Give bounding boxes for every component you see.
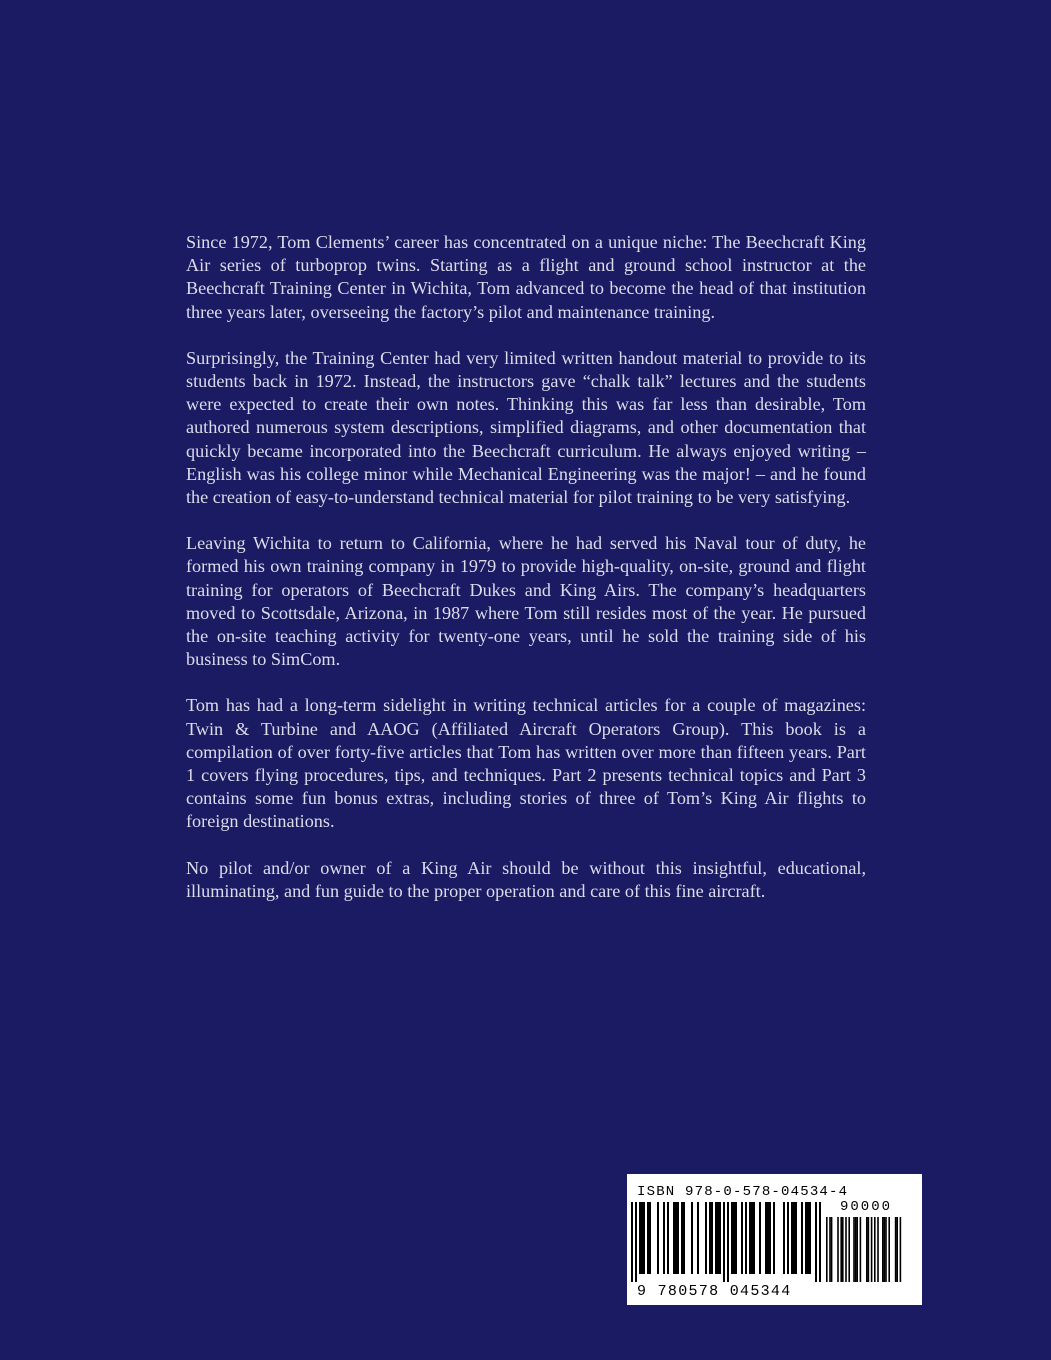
barcode-bar bbox=[675, 1202, 677, 1274]
blurb-paragraph-training-center: Surprisingly, the Training Center had very limited written handout material to provide to its students back in 1972. Instead, the instructors gave “chalk talk” lectures and the students were expected to create their own notes. Thinking this was far less than desirable, Tom authored numerous system descriptions, simplified diagrams, and other documentation that quickly became incorporated into the Beechcraft curriculum. He always enjoyed writing – English was his college minor while Mechanical Engineering was the major! – and he found the creation of easy-to-understand technical material for pilot training to be very satisfying. bbox=[186, 347, 866, 508]
addon-barcode-bar bbox=[866, 1217, 868, 1282]
barcode-bar bbox=[733, 1202, 735, 1274]
addon-barcode-bar bbox=[856, 1217, 858, 1282]
addon-barcode-bar bbox=[848, 1217, 850, 1282]
barcode-bar bbox=[749, 1202, 751, 1274]
barcode-bar bbox=[751, 1202, 753, 1274]
barcode-bar bbox=[673, 1202, 675, 1274]
barcode-bar bbox=[635, 1202, 637, 1282]
barcode-bar bbox=[677, 1202, 679, 1274]
barcode-bar bbox=[769, 1202, 771, 1274]
addon-barcode-bar bbox=[868, 1217, 870, 1282]
addon-barcode-bar bbox=[855, 1217, 857, 1282]
addon-barcode-bar bbox=[871, 1217, 873, 1282]
barcode-bar bbox=[773, 1202, 775, 1274]
barcode-bar bbox=[647, 1202, 649, 1274]
addon-barcode-bar bbox=[840, 1217, 842, 1282]
barcode-bar bbox=[719, 1202, 721, 1274]
addon-barcode-bar bbox=[888, 1217, 890, 1282]
addon-barcode-bar bbox=[896, 1217, 898, 1282]
barcode-bar bbox=[709, 1202, 711, 1274]
addon-barcode-bar bbox=[829, 1217, 831, 1282]
price-addon-barcode-bars bbox=[826, 1217, 916, 1282]
barcode-bar bbox=[641, 1202, 643, 1274]
barcode-bar bbox=[801, 1202, 803, 1274]
barcode-bar bbox=[783, 1202, 785, 1274]
addon-barcode-bar bbox=[882, 1217, 884, 1282]
barcode-bar bbox=[745, 1202, 747, 1274]
barcode-bar bbox=[815, 1202, 817, 1282]
barcode-bar bbox=[691, 1202, 693, 1274]
barcode-bar bbox=[639, 1202, 641, 1274]
addon-barcode-bar bbox=[845, 1217, 847, 1282]
barcode-bar bbox=[667, 1202, 669, 1274]
addon-barcode-bar bbox=[874, 1217, 876, 1282]
barcode-bar bbox=[735, 1202, 737, 1274]
ean13-barcode-bars bbox=[631, 1202, 823, 1282]
barcode-bar bbox=[793, 1202, 795, 1274]
barcode-bar bbox=[753, 1202, 755, 1274]
isbn-barcode-block bbox=[627, 1174, 922, 1305]
barcode-bar bbox=[795, 1202, 797, 1274]
barcode-bar bbox=[657, 1202, 659, 1274]
barcode-bar bbox=[649, 1202, 651, 1274]
blurb-paragraph-own-company: Leaving Wichita to return to California, where he had served his Naval tour of duty, he formed his own training company in 1979 to provide high-quality, on-site, ground and flight training for operators of Beechcraft Dukes and King Airs. The company’s headquarters moved to Scottsdale, Arizona, in 1987 where Tom still resides most of the year. He pursued the on-site teaching activity for twenty-one years, until he sold the training side of his business to SimCom. bbox=[186, 533, 866, 670]
barcode-bar bbox=[727, 1202, 729, 1282]
barcode-bar bbox=[681, 1202, 683, 1274]
barcode-bar bbox=[697, 1202, 699, 1274]
addon-barcode-bar bbox=[860, 1217, 862, 1282]
addon-barcode-bar bbox=[895, 1217, 897, 1282]
addon-barcode-bar bbox=[877, 1217, 879, 1282]
addon-barcode-bar bbox=[842, 1217, 844, 1282]
barcode-bar bbox=[711, 1202, 713, 1274]
barcode-bar bbox=[663, 1202, 665, 1274]
addon-barcode-bar bbox=[826, 1217, 828, 1282]
barcode-bar bbox=[715, 1202, 717, 1274]
barcode-bar bbox=[741, 1202, 743, 1274]
barcode-bar bbox=[643, 1202, 645, 1274]
barcode-bar bbox=[767, 1202, 769, 1274]
addon-barcode-bar bbox=[837, 1217, 839, 1282]
addon-barcode-bar bbox=[884, 1217, 886, 1282]
ean13-digits: 9 780578 045344 bbox=[637, 1283, 792, 1300]
isbn-label: ISBN 978-0-578-04534-4 bbox=[637, 1184, 849, 1200]
addon-barcode-bar bbox=[885, 1217, 887, 1282]
barcode-bar bbox=[705, 1202, 707, 1274]
barcode-bar bbox=[809, 1202, 811, 1274]
barcode-bar bbox=[819, 1202, 821, 1282]
barcode-bar bbox=[731, 1202, 733, 1274]
barcode-bar bbox=[631, 1202, 633, 1282]
blurb-paragraph-closing: No pilot and/or owner of a King Air should be without this insightful, educational, illuminating, and fun guide to the proper operation and care of this fine aircraft. bbox=[186, 857, 866, 901]
addon-barcode-bar bbox=[853, 1217, 855, 1282]
description-blurb bbox=[186, 231, 866, 926]
barcode-bar bbox=[807, 1202, 809, 1274]
barcode-bar bbox=[759, 1202, 761, 1274]
barcode-bar bbox=[683, 1202, 685, 1274]
blurb-paragraph-career: Since 1972, Tom Clements’ career has concentrated on a unique niche: The Beechcraft King Air series of turboprop twins. Starting as a flight and ground school instructor at the Beechcraft Training Center in Wichita, Tom advanced to become the head of that institution three years later, overseeing the factory’s pilot and maintenance training. bbox=[186, 232, 866, 322]
barcode-bar bbox=[723, 1202, 725, 1282]
addon-barcode-bar bbox=[900, 1217, 902, 1282]
barcode-bar bbox=[717, 1202, 719, 1274]
price-code: 90000 bbox=[840, 1199, 893, 1215]
addon-barcode-bar bbox=[831, 1217, 833, 1282]
blurb-paragraph-book-contents: Tom has had a long-term sidelight in writing technical articles for a couple of magazines: Twin & Turbine and AAOG (Affiliated Aircraft Operators Group). This book is a compilation of over forty-five articles that Tom has written over more than fifteen years. Part 1 covers flying procedures, tips, and techniques. Part 2 presents technical topics and Part 3 contains some fun bonus extras, including stories of three of Tom’s King Air flights to foreign destinations. bbox=[186, 695, 866, 832]
barcode-bar bbox=[805, 1202, 807, 1274]
barcode-bar bbox=[765, 1202, 767, 1274]
barcode-bar bbox=[791, 1202, 793, 1274]
barcode-bar bbox=[787, 1202, 789, 1274]
